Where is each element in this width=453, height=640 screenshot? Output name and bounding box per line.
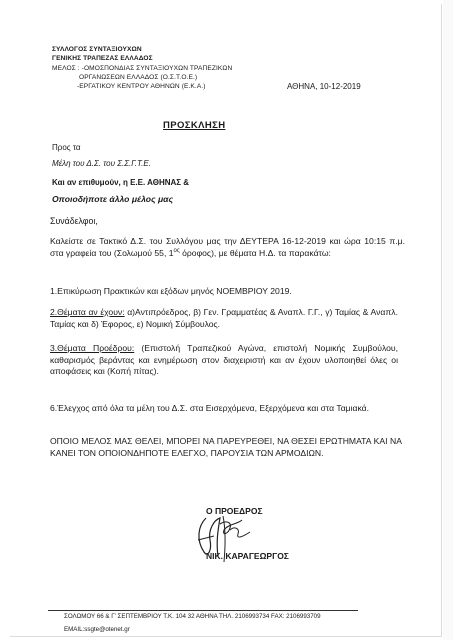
footer-email: EMAIL:ssgte@otenet.gr (64, 626, 130, 633)
agenda-item-1: 1.Επικύρωση Πρακτικών και εξόδων μηνός ΝΟΕΜΒΡΙΟΥ 2019. (50, 286, 292, 296)
org-bank: ΓΕΝΙΚΗΣ ΤΡΑΠΕΖΑΣ ΕΛΛΑΔΟΣ (52, 55, 153, 62)
intro-text-end: όροφος), με θέματα Η.Δ. τα παρακάτω: (179, 247, 331, 258)
agenda-item-3-heading: 3.Θέματα Προέδρου: (50, 343, 135, 353)
footer-address: ΣΟΛΩΜΟΥ 66 & Γ' ΣΕΠΤΕΜΒΡΙΟΥ Τ.Κ. 104 32 ΑΘΗΝΑ ΤΗΛ. 2106993734 FAX: 2106993709 (64, 613, 321, 620)
recipients-also: Και αν επιθυμούν, η Ε.Ε. ΑΘΗΝΑΣ & (52, 178, 190, 187)
document-date: ΑΘΗΝΑ, 10-12-2019 (287, 82, 361, 91)
open-invitation-notice: ΟΠΟΙΟ ΜΕΛΟΣ ΜΑΣ ΘΕΛΕΙ, ΜΠΟΡΕΙ ΝΑ ΠΑΡΕΥΡΕΘΕΙ, ΝΑ ΘΕΣΕΙ ΕΡΩΤΗΜΑΤΑ ΚΑΙ ΝΑ ΚΑΝΕΙ ΤΟΝ ΟΠΟΙΟΝΔΗΠΟΤΕ ΕΛΕΓΧΟ, ΠΑΡΟΥΣΙΑ ΤΩΝ ΑΡΜΟΔΙΩΝ. (50, 436, 402, 458)
greeting: Συνάδελφοι, (50, 216, 98, 226)
membership-line-3: -ΕΡΓΑΤΙΚΟΥ ΚΕΝΤΡΟΥ ΑΘΗΝΩΝ (Ε.Κ.Α.) (77, 83, 206, 90)
membership-line-1: ΜΕΛΟΣ : -ΟΜΟΣΠΟΝΔΙΑΣ ΣΥΝΤΑΞΙΟΥΧΩΝ ΤΡΑΠΕΖΙΚΩΝ (52, 65, 233, 72)
agenda-item-2-text: α)Αντιπρόεδρος, β) Γεν. Γραμματέας & Αναπλ. Γ.Γ., γ) Ταμίας & Αναπλ. Ταμίας και δ) Έφορος, ε) Νομική Σύμβουλος. (50, 307, 398, 329)
intro-superscript: ος (173, 247, 180, 254)
membership-line-2: ΟΡΓΑΝΩΣΕΩΝ ΕΛΛΑΔΟΣ (Ο.Σ.Τ.Ο.Ε.) (79, 74, 198, 81)
document-title: ΠΡΟΣΚΛΗΣΗ (163, 120, 226, 131)
org-name: ΣΥΛΛΟΓΟΣ ΣΥΝΤΑΞΙΟΥΧΩΝ (52, 46, 142, 53)
signature-role: Ο ΠΡΟΕΔΡΟΣ (206, 506, 263, 516)
signature-name: ΝΙΚ. ΚΑΡΑΓΕΩΡΓΟΣ (206, 551, 289, 561)
recipients-members: Μέλη του Δ.Σ. του Σ.Σ.Γ.Τ.Ε. (52, 159, 151, 168)
agenda-item-3 (50, 343, 398, 378)
agenda-item-3-text: (Επιστολή Τραπεζικού Αγώνα, επιστολή Νομικής Συμβούλου, καθαρισμός βεράντας και ενημέρωση στον διαχειριστή και αν έχουν υλοποιηθεί όλες οι αποφάσεις και (Κοπή πίτας). (50, 343, 398, 377)
agenda-item-6: 6.Έλεγχος από όλα τα μέλη του Δ.Σ. στα Εισερχόμενα, Εξερχόμενα και στα Ταμιακά. (50, 403, 370, 413)
agenda-item-2-heading: 2.Θέματα αν έχουν: (50, 307, 125, 317)
intro-paragraph (50, 236, 405, 259)
footer-divider (48, 610, 358, 611)
agenda-item-2 (50, 307, 398, 330)
recipients-to: Προς τα (52, 143, 81, 152)
intro-text: Καλείστε σε Τακτικό Δ.Σ. του Συλλόγου μας την ΔΕΥΤΕΡΑ 16-12-2019 και ώρα 10:15 π.μ. στα γραφεία του (Σολωμού 55, 1 (50, 236, 405, 258)
scan-edge (443, 0, 453, 640)
recipients-any-member: Οποιοδήποτε άλλο μέλος μας (52, 194, 174, 204)
